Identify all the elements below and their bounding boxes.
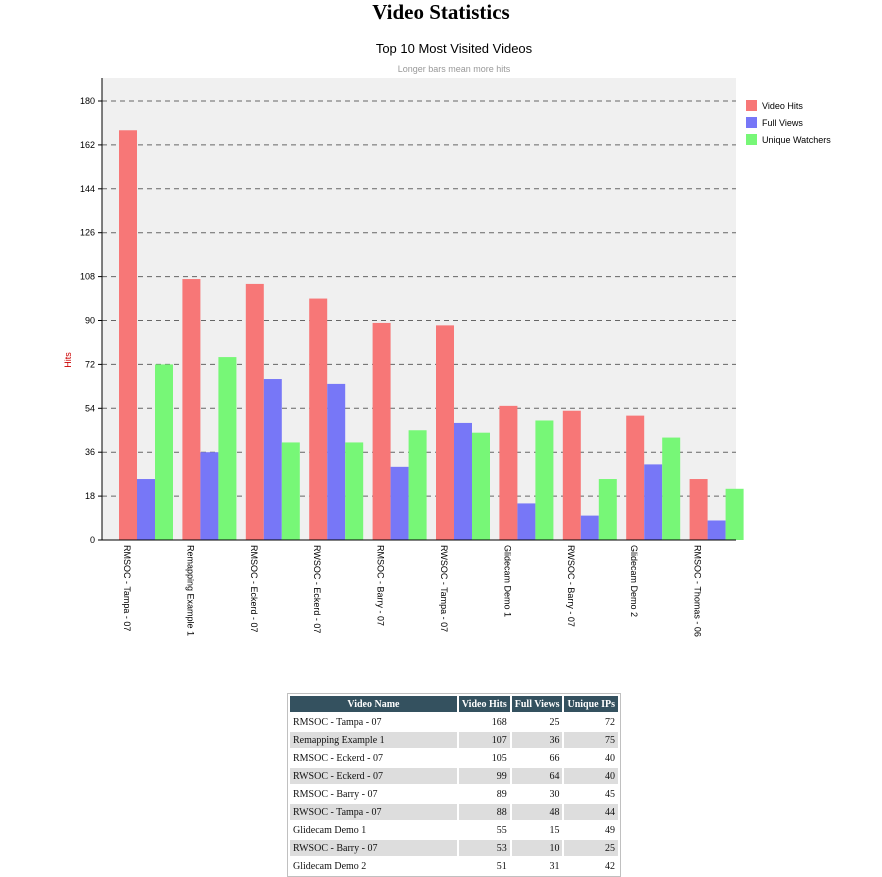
cell-unique-ips: 49 — [605, 824, 615, 836]
bar-unique-watchers[interactable] — [662, 438, 680, 540]
bar-chart — [0, 30, 882, 650]
legend-label: Full Views — [762, 118, 803, 128]
y-axis-label: Hits — [63, 352, 73, 368]
x-tick-label: RWSOC - Eckerd - 07 — [312, 545, 323, 634]
x-tick-label: Glidecam Demo 2 — [629, 545, 640, 618]
cell-video-hits: 107 — [459, 732, 510, 748]
y-tick-label: 18 — [84, 491, 95, 502]
bar-unique-watchers[interactable] — [155, 364, 173, 540]
stats-table-container — [287, 693, 621, 877]
cell-unique-ips: 45 — [605, 788, 615, 800]
cell-full-views: 30 — [549, 788, 560, 800]
stats-table — [288, 694, 620, 876]
table-row — [290, 804, 618, 820]
page-title: Video Statistics — [372, 0, 510, 24]
table-row — [290, 768, 618, 784]
legend — [746, 100, 831, 145]
x-tick-label: Glidecam Demo 1 — [502, 545, 513, 618]
bar-unique-watchers[interactable] — [599, 479, 617, 540]
bar-full-views[interactable] — [391, 467, 409, 540]
table-row — [290, 786, 618, 802]
cell-video-hits: 55 — [496, 824, 507, 836]
y-tick-label: 180 — [79, 96, 95, 106]
cell-video-name: RWSOC - Barry - 07 — [290, 840, 457, 856]
bar-unique-watchers[interactable] — [409, 430, 427, 540]
x-tick-labels — [122, 545, 703, 637]
cell-video-hits: 89 — [496, 788, 507, 800]
y-tick-labels — [80, 96, 102, 545]
bar-full-views[interactable] — [327, 384, 345, 540]
cell-unique-ips: 44 — [564, 804, 618, 820]
bar-video-hits[interactable] — [626, 416, 644, 540]
cell-video-name: RMSOC - Barry - 07 — [293, 788, 378, 800]
bar-unique-watchers[interactable] — [726, 489, 744, 540]
bar-full-views[interactable] — [264, 379, 282, 540]
table-row — [290, 732, 618, 748]
chart-subtitle: Longer bars mean more hits — [397, 64, 511, 74]
bar-video-hits[interactable] — [499, 406, 517, 540]
bar-unique-watchers[interactable] — [345, 442, 363, 540]
cell-unique-ips: 40 — [564, 768, 618, 784]
cell-full-views: 15 — [549, 824, 560, 836]
bar-full-views[interactable] — [708, 520, 726, 540]
col-video-name[interactable]: Video Name — [290, 696, 457, 712]
cell-full-views: 31 — [549, 860, 560, 872]
table-row — [290, 858, 618, 874]
y-tick-label: 126 — [79, 227, 95, 238]
cell-unique-ips: 72 — [605, 716, 615, 728]
bar-full-views[interactable] — [454, 423, 472, 540]
table-row — [290, 840, 618, 856]
cell-full-views: 36 — [512, 732, 563, 748]
chart-title: Top 10 Most Visited Videos — [375, 41, 533, 56]
cell-full-views: 25 — [549, 716, 560, 728]
bar-video-hits[interactable] — [119, 130, 137, 540]
x-tick-label: RMSOC - Eckerd - 07 — [248, 545, 259, 633]
cell-unique-ips: 40 — [605, 752, 615, 764]
y-tick-label: 162 — [79, 139, 95, 150]
y-tick-label: 54 — [84, 403, 95, 414]
cell-unique-ips: 42 — [605, 860, 615, 872]
cell-video-hits: 168 — [491, 716, 507, 728]
legend-swatch — [746, 100, 757, 111]
legend-label: Unique Watchers — [762, 135, 831, 145]
x-tick-label: RMSOC - Tampa - 07 — [122, 545, 132, 632]
table-row — [290, 714, 618, 730]
bar-video-hits[interactable] — [309, 299, 327, 540]
cell-video-hits: 53 — [459, 840, 510, 856]
bar-unique-watchers[interactable] — [218, 357, 236, 540]
legend-swatch — [746, 117, 757, 128]
table-row — [290, 822, 618, 838]
bar-video-hits[interactable] — [373, 323, 391, 540]
bar-unique-watchers[interactable] — [472, 433, 490, 540]
cell-video-hits: 51 — [496, 860, 507, 872]
cell-full-views: 66 — [549, 752, 560, 764]
table-header-row — [290, 696, 618, 712]
cell-video-name: RMSOC - Tampa - 07 — [293, 716, 382, 728]
y-tick-label: 72 — [84, 359, 95, 370]
bar-full-views[interactable] — [644, 464, 662, 540]
cell-video-name: Glidecam Demo 1 — [293, 824, 367, 836]
cell-full-views: 48 — [512, 804, 563, 820]
table-row — [290, 750, 618, 766]
cell-video-hits: 105 — [491, 752, 507, 764]
col-full-views[interactable]: Full Views — [512, 696, 563, 712]
cell-unique-ips: 75 — [564, 732, 618, 748]
bar-video-hits[interactable] — [246, 284, 264, 540]
bar-video-hits[interactable] — [182, 279, 200, 540]
x-tick-label: RWSOC - Tampa - 07 — [439, 545, 449, 633]
x-tick-label: Remapping Example 1 — [185, 545, 196, 637]
bar-video-hits[interactable] — [690, 479, 708, 540]
y-tick-label: 36 — [84, 447, 95, 458]
bar-video-hits[interactable] — [563, 411, 581, 540]
legend-label: Video Hits — [762, 101, 803, 111]
cell-video-name: RWSOC - Eckerd - 07 — [290, 768, 457, 784]
cell-full-views: 10 — [512, 840, 563, 856]
col-unique-ips[interactable]: Unique IPs — [564, 696, 618, 712]
bar-full-views[interactable] — [581, 516, 599, 540]
cell-video-name: Glidecam Demo 2 — [293, 860, 367, 872]
x-tick-label: RWSOC - Barry - 07 — [565, 545, 576, 627]
y-tick-label: 90 — [84, 315, 95, 326]
cell-video-hits: 88 — [459, 804, 510, 820]
bar-unique-watchers[interactable] — [282, 442, 300, 540]
x-tick-label: RMSOC - Thomas - 06 — [692, 545, 703, 637]
bar-full-views[interactable] — [137, 479, 155, 540]
col-video-hits[interactable]: Video Hits — [459, 696, 510, 712]
bar-video-hits[interactable] — [436, 325, 454, 540]
cell-full-views: 64 — [512, 768, 563, 784]
cell-unique-ips: 25 — [564, 840, 618, 856]
cell-video-name: RWSOC - Tampa - 07 — [290, 804, 457, 820]
bar-unique-watchers[interactable] — [535, 420, 553, 540]
x-tick-label: RMSOC - Barry - 07 — [375, 545, 386, 627]
cell-video-hits: 99 — [459, 768, 510, 784]
y-tick-label: 144 — [79, 183, 95, 194]
bar-full-views[interactable] — [200, 452, 218, 540]
cell-video-name: Remapping Example 1 — [290, 732, 457, 748]
bar-full-views[interactable] — [517, 503, 535, 540]
legend-swatch — [746, 134, 757, 145]
y-tick-label: 0 — [89, 535, 95, 545]
y-tick-label: 108 — [79, 271, 95, 282]
cell-video-name: RMSOC - Eckerd - 07 — [293, 752, 383, 764]
